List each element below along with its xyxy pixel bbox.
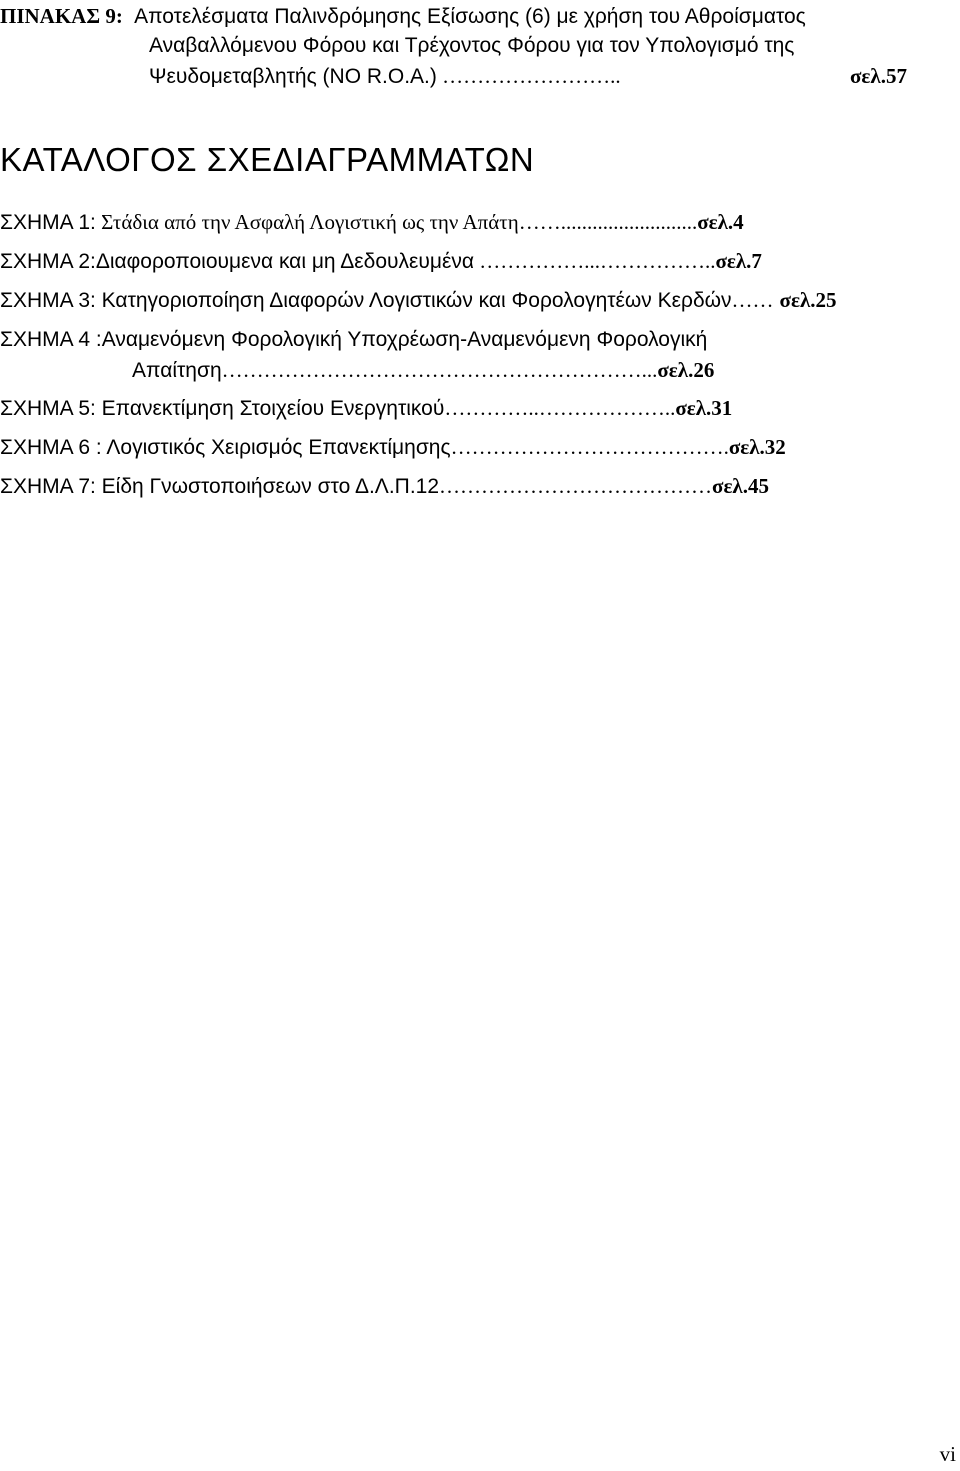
figure-dots: …………..……………….. [444,396,676,420]
figure-title-continued: Απαίτηση [132,359,222,382]
page-number: vi [939,1442,956,1466]
figure-title: Λογιστικός Χειρισμός Επανεκτίμησης [101,436,451,459]
figure-label: ΣΧΗΜΑ 7: [0,475,96,498]
figure-entry-2 [0,247,960,276]
figure-dots: …… [731,288,774,312]
figure-entry-4 [0,325,960,354]
table-title-line-3: Ψευδομεταβλητής (ΝΟ R.O.A.) [149,65,437,88]
table-dots: …………………….. [442,64,621,88]
table-label: ΠΙΝΑΚΑΣ 9: [0,4,123,28]
figure-page-ref: σελ.32 [728,435,786,459]
figure-dots: ……………...…………….. [473,249,716,273]
figure-page-ref: σελ.4 [697,210,744,234]
figure-page-ref: σελ.25 [779,288,837,312]
figure-title: Αναμενόμενη Φορολογική Υποχρέωση-Αναμενόμενη Φορολογική [101,328,708,351]
figure-title: Επανεκτίμηση Στοιχείου Ενεργητικού [95,397,445,420]
figure-entry-7 [0,472,960,501]
figure-label: ΣΧΗΜΑ 4 : [0,328,102,351]
figure-dots: ……………………………………………………... [221,358,658,382]
figure-page-ref: σελ.7 [715,249,762,273]
figure-label: ΣΧΗΜΑ 6 : [0,436,102,459]
figure-dots: …….......................... [518,210,698,234]
table-title-line-1: Αποτελέσματα Παλινδρόμησης Εξίσωσης (6) με χρήση του Αθροίσματος [134,5,806,28]
figure-label: ΣΧΗΜΑ 5: [0,397,96,420]
table-page-ref: σελ.57 [850,64,907,88]
figure-title: Κατηγοριοποίηση Διαφορών Λογιστικών και Φορολογητέων Κερδών [95,289,732,312]
figure-dots: …………………………………. [450,435,729,459]
table-entry-line-2 [0,32,960,60]
table-title-line-2: Αναβαλλόμενου Φόρου και Τρέχοντος Φόρου για τον Υπολογισμό της [149,34,795,57]
table-entry-line-3 [0,62,960,91]
figure-label: ΣΧΗΜΑ 2: [0,250,96,273]
figure-entry-1 [0,208,960,237]
figure-label: ΣΧΗΜΑ 3: [0,289,96,312]
figure-title: Διαφοροποιουμενα και μη Δεδουλευμένα [95,250,474,273]
figure-entry-4-continued [0,356,960,385]
figure-page-ref: σελ.45 [712,474,769,498]
figure-title: Στάδια από την Ασφαλή Λογιστική ως την Απάτη [95,210,519,234]
figure-label: ΣΧΗΜΑ 1: [0,211,96,234]
figure-dots: ………………………………… [439,474,713,498]
figure-entry-5 [0,394,960,423]
table-entry-line-1 [0,2,960,31]
figure-page-ref: σελ.31 [675,396,733,420]
figure-entry-6 [0,433,960,462]
section-title: ΚΑΤΑΛΟΓΟΣ ΣΧΕΔΙΑΓΡΑΜΜΑΤΩΝ [0,141,535,178]
figure-page-ref: σελ.26 [657,358,715,382]
figure-title: Είδη Γνωστοποιήσεων στο Δ.Λ.Π.12 [95,475,440,498]
figure-entry-3 [0,286,960,315]
